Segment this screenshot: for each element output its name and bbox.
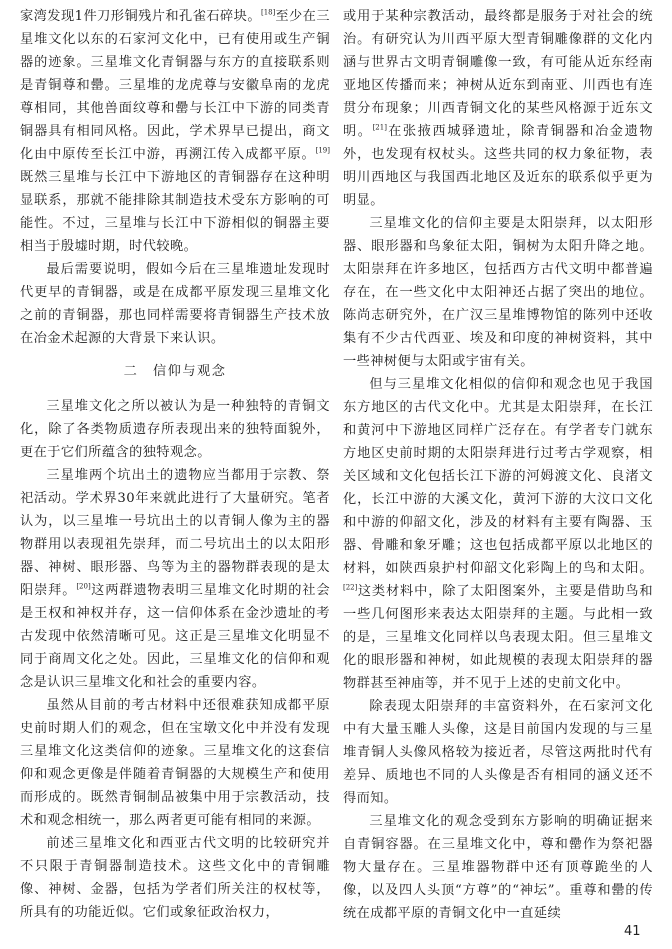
text-run: 或用于某种宗教活动，最终都是服务于对社会的统治。有研究认为川西平原大型青铜雕像群的文化内涵与世界古文明青铜雕像一致，有可能从近东经南亚地区传播而来；神树从近东到南亚、川西也有连贯分布现象；川西青铜文化的某些风格源于近东文明。: [343, 9, 653, 139]
paragraph: 三星堆文化的信仰主要是太阳崇拜，以太阳形器、眼形器和鸟象征太阳，铜树为太阳升降之地。太阳崇拜在许多地区，包括西方古代文明中都普遍存在，在一些文化中太阳神还占据了突出的地位。陈尚志研究外，在广汉三星堆博物馆的陈列中还收集有不少古代西亚、埃及和印度的神树资料，其中一些神树便与太阳或宇宙有关。: [343, 216, 653, 369]
text-run: 三星堆两个坑出土的遗物应当都用于宗教、祭祀活动。学术界30年来就此进行了大量研究。笔者认为，以三星堆一号坑出土的以青铜人像为主的器物群用以表现祖先崇拜，而二号坑出土的以太阳形器、神树、眼形器、鸟等为主的器物群表现的是太阳崇拜。: [20, 468, 330, 598]
section-heading: 二 信仰与观念: [123, 364, 227, 379]
text-run: 这两群遗物表明三星堆文化时期的社会是王权和神权并存，这一信仰体系在金沙遗址的考古发现中依然清晰可见。这正是三星堆文化明显不同于商周文化之处。因此，三星堆文化的信仰和观念是认识三星堆文化和社会的重要内容。: [20, 583, 330, 690]
citation-ref: [20]: [76, 582, 91, 591]
paragraph: 三星堆文化的观念受到东方影响的明确证据来自青铜容器。在三星堆文化中，尊和罍作为祭祀器物大量存在。三星堆器物群中还有顶尊跪坐的人像，以及四人头顶“方尊”的“神坛”。重尊和罍的传统在成都平原的青铜文化中一直延续: [343, 814, 653, 921]
paragraph: 三星堆文化之所以被认为是一种独特的青铜文化，除了各类物质遗存所表现出来的独特面貌外，更在于它们所蕴含的独特观念。: [20, 399, 330, 460]
left-column: [20, 5, 330, 924]
paragraph: [20, 5, 330, 258]
text-run: 在张掖西城驿遗址，除青铜器和冶金遗物外，也发现有权杖头。这些共同的权力象征物，表明川西地区与我国西北地区及近东的联系似乎更为明显。: [343, 124, 653, 208]
text-run: 但与三星堆文化相似的信仰和观念也见于我国东方地区的古代文化中。尤其是太阳崇拜，在长江和黄河中下游地区同样广泛存在。有学者专门就东方地区史前时期的太阳崇拜进行过考古学观察，相关区域和文化包括长江下游的河姆渡文化、良渚文化，长江中游的大溪文化，黄河下游的大汶口文化和中游的仰韶文化，涉及的材料有主要有陶器、玉器、骨雕和象牙雕；这也包括成都平原以北地区的材料，如陕西泉护村仰韶文化彩陶上的鸟和太阳。: [343, 377, 653, 576]
paragraph: [343, 373, 653, 695]
right-column: [343, 5, 653, 925]
citation-ref: [18]: [260, 8, 276, 17]
text-run: 这类材料中，除了太阳图案外，主要是借助鸟和一些几何图形来表达太阳崇拜的主题。与此相一致的是，三星堆文化同样以鸟表现太阳。但三星堆文化的眼形器和神树，如此规模的表现太阳崇拜的器物群甚至神庙等，并不见于上述的史前文化中。: [343, 584, 653, 691]
citation-ref: [21]: [372, 123, 387, 132]
text-run: 家湾发现1件刀形铜残片和孔雀石碎块。: [20, 9, 261, 24]
text-run: 既然三星堆与长江中下游地区的青铜器存在这种明显联系，那就不能排除其制造技术受东方影响的可能性。不过，三星堆与长江中下游相似的铜器主要相当于殷墟时期，时代较晚。: [20, 170, 330, 254]
paragraph: [20, 464, 330, 694]
paragraph: 最后需要说明，假如今后在三星堆遗址发现时代更早的青铜器，或是在成都平原发现三星堆文化之前的青铜器，那也同样需要将青铜器生产技术放在冶金术起源的大背景下来认识。: [20, 262, 330, 346]
paragraph: [343, 5, 653, 212]
text-run: 至少在三星堆文化以东的石家河文化中，已有使用或生产铜器的迹象。三星堆文化青铜器与东方的直接联系则是青铜尊和罍。三星堆的龙虎尊与安徽阜南的龙虎尊相同，其他兽面纹尊和罍与长江中下游的同类青铜器具有相同风格。因此，学术界早已提出，商文化由中原传至长江中游，再溯江传入成都平原。: [20, 9, 330, 162]
paragraph: 虽然从目前的考古材料中还很难获知成都平原史前时期人们的观念，但在宝墩文化中并没有发现三星堆文化这类信仰的迹象。三星堆文化的这套信仰和观念更像是伴随着青铜器的大规模生产和使用而形成的。既然青铜制品被集中用于宗教活动，技术和观念相统一，那么两者更可能有相同的来源。: [20, 698, 330, 828]
page-number: 41: [624, 924, 641, 939]
paragraph: 前述三星堆文化和西亚古代文明的比较研究并不只限于青铜器制造技术。这些文化中的青铜雕像、神树、金器，包括为学者们所关注的权杖等，所具有的功能近似。它们或象征政治权力，: [20, 836, 330, 920]
citation-ref: [19]: [315, 146, 330, 155]
paragraph: 除表现太阳崇拜的丰富资料外，在石家河文化中有大量玉雕人头像，这是目前国内发现的与三星堆青铜人头像风格较为接近者，尽管这两批时代有差异、质地也不同的人头像是否有相同的涵义还不得而知。: [343, 699, 653, 806]
citation-ref: [22]: [343, 583, 358, 592]
